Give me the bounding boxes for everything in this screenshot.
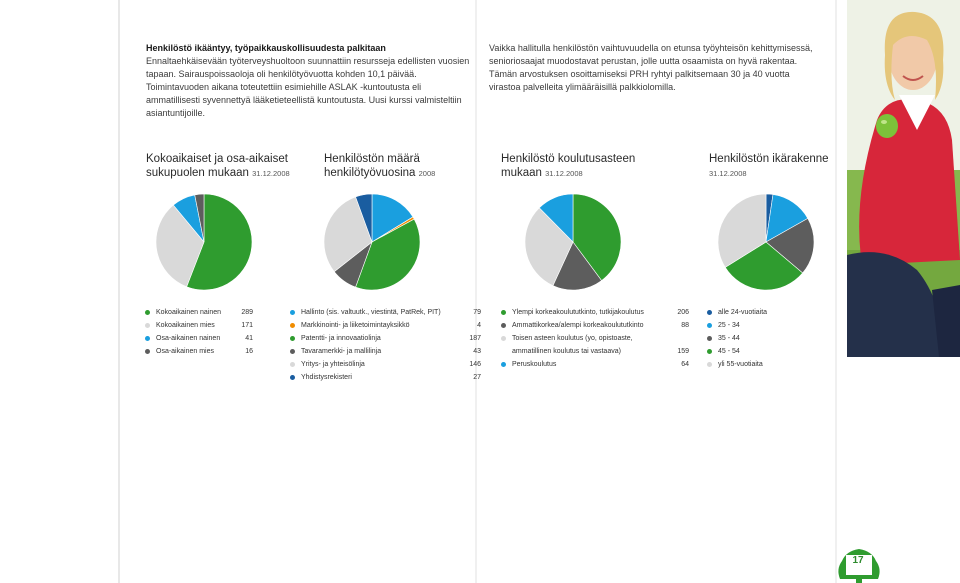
chart-4-legend-label-2: 25 - 34 [718,322,740,329]
chart-1-date: 31.12.2008 [252,169,290,178]
chart-1-title-line-2: sukupuolen mukaan [146,167,249,179]
page-number: 17 [852,555,864,566]
chart-3-title-line-1: Henkilöstö koulutusasteen [501,153,636,165]
chart-3-legend-swatch-3 [501,336,506,341]
chart-1-legend-value-3: 41 [245,335,253,342]
chart-4-legend-swatch-3 [707,336,712,341]
chart-2-legend-label-4: Tavaramerkki- ja mallilinja [301,348,382,355]
chart-4-legend-item-4 [707,345,817,358]
chart-2-legend-value-3: 187 [469,335,481,342]
chart-4-legend-swatch-4 [707,349,712,354]
chart-3-legend-swatch-2 [501,323,506,328]
chart-3-legend-item-3 [501,332,689,345]
chart-4-legend-label-5: yli 55-vuotiaita [718,361,763,368]
chart-1-legend-label-4: Osa-aikainen mies [156,348,214,355]
chart-2-legend-label-3: Patentti- ja innovaatiolinja [301,335,381,342]
chart-2-legend-item-6 [290,371,481,384]
chart-2-legend-value-5: 146 [469,361,481,368]
chart-4-legend-label-3: 35 - 44 [718,335,740,342]
left-text-block [146,42,472,120]
chart-1-legend-value-2: 171 [241,322,253,329]
chart-4-legend-label-1: alle 24-vuotiaita [718,309,768,316]
chart-2-title-line-1: Henkilöstön määrä [324,153,420,165]
chart-1-legend-label-2: Kokoaikainen mies [156,322,215,329]
chart-1-title-line-1: Kokoaikaiset ja osa-aikaiset [146,153,288,165]
chart-4-legend-swatch-2 [707,323,712,328]
chart-2-legend-swatch-2 [290,323,295,328]
chart-3-legend-label-1: Ylempi korkeakoulututkinto, tutkijakoulutus [512,309,644,316]
chart-4-legend-swatch-1 [707,310,712,315]
chart-1-legend-swatch-2 [145,323,150,328]
chart-1-legend-swatch-1 [145,310,150,315]
chart-2-legend-label-5: Yritys- ja yhteisölinja [301,361,365,368]
chart-3-legend-value-3: 159 [677,348,689,355]
chart-3-title [501,152,635,181]
chart-3-legend-item-4 [501,358,689,371]
chart-2-legend-value-2: 4 [477,322,481,329]
pie-chart-1 [154,192,254,292]
chart-2-legend-value-4: 43 [473,348,481,355]
chart-1-legend-item-1 [145,306,253,319]
right-text-block [489,42,815,94]
left-body-text: Ennaltaehkäisevään työterveyshuoltoon suunnattiin resursseja edellisten vuosien tapaan. Sairauspoissaoloja oli henkilötyövuotta kohden 10,1 päivää. Toimintavuoden aikana toteutettiin esimiehille ASLAK -kuntoutusta eli ammatillisesti syvennettyä lääketieteellistä kuntoutusta. Uusi kurssi valmisteltiin asiantuntijoille. [146,56,470,118]
legend-chart-3 [501,306,689,371]
chart-1-legend-item-2 [145,319,253,332]
chart-4-legend-item-1 [707,306,817,319]
right-body-text: Vaikka hallitulla henkilöstön vaihtuvuudella on etunsa työyhteisön kehittymisessä, senioriosaajat muodostavat perustan, jolle uutta osaamista on hyvä rakentaa. Tämän arvostuksen osoittamiseksi PRH ryhtyi palkitsemaan 30 ja 40 vuotta virastoa palvelleita ylimääräisillä palkkiolomilla. [489,43,813,92]
chart-4-title [709,152,829,181]
chart-3-legend-label-2: Ammattikorkea/alempi korkeakoulututkinto [512,322,644,329]
legend-chart-2 [290,306,481,384]
chart-2-legend-label-6: Yhdistysrekisteri [301,374,352,381]
chart-1-legend-value-4: 16 [245,348,253,355]
chart-3-legend-swatch-1 [501,310,506,315]
chart-3-legend-item-2 [501,319,689,332]
chart-3-legend-label-3: ammatillinen koulutus tai vastaava) [512,348,621,355]
chart-2-legend-item-3 [290,332,481,345]
chart-1-legend-label-3: Osa-aikainen nainen [156,335,221,342]
chart-1-legend-label-1: Kokoaikainen nainen [156,309,221,316]
chart-2-title-line-2: henkilötyövuosina [324,167,416,179]
chart-2-legend-value-1: 79 [473,309,481,316]
chart-4-legend-item-2 [707,319,817,332]
chart-2-date: 2008 [418,169,436,178]
chart-2-legend-swatch-4 [290,349,295,354]
chart-3-legend-swatch-4 [501,362,506,367]
chart-3-legend-value-4: 64 [681,361,689,368]
chart-3-legend-item-1 [501,306,689,319]
chart-1-legend-item-4 [145,345,253,358]
section-heading: Henkilöstö ikääntyy, työpaikkauskollisuudesta palkitaan [146,43,386,53]
chart-1-title [146,152,290,181]
chart-3-date: 31.12.2008 [545,169,583,178]
chart-2-legend-item-5 [290,358,481,371]
chart-3-legend-value-1: 206 [677,309,689,316]
pie-chart-4 [716,192,816,292]
chart-4-date: 31.12.2008 [709,169,747,178]
chart-1-legend-swatch-4 [145,349,150,354]
chart-3-legend-value-2: 88 [681,322,689,329]
chart-2-legend-swatch-6 [290,375,295,380]
chart-2-legend-item-2 [290,319,481,332]
legend-chart-4 [707,306,817,371]
chart-2-legend-swatch-1 [290,310,295,315]
chart-1-legend-swatch-3 [145,336,150,341]
woman-holding-apple-photo [847,0,960,357]
chart-4-legend-swatch-5 [707,362,712,367]
chart-3-legend-label-3: Toisen asteen koulutus (yo, opistoaste, [512,335,633,342]
chart-4-legend-item-5 [707,358,817,371]
chart-4-legend-label-4: 45 - 54 [718,348,740,355]
chart-2-legend-value-6: 27 [473,374,481,381]
chart-1-legend-item-3 [145,332,253,345]
chart-3-legend-label-4: Peruskoulutus [512,361,557,368]
chart-2-title [324,152,435,181]
pie-chart-2 [322,192,422,292]
chart-2-legend-item-4 [290,345,481,358]
chart-4-legend-item-3 [707,332,817,345]
chart-1-legend-value-1: 289 [241,309,253,316]
legend-chart-1 [145,306,253,358]
chart-3-legend-item-3 [501,345,689,358]
chart-2-legend-swatch-3 [290,336,295,341]
chart-2-legend-label-2: Markkinointi- ja liiketoimintayksikkö [301,322,410,329]
chart-2-legend-label-1: Hallinto (sis. valtuutk., viestintä, PatRek, PIT) [301,309,441,316]
chart-2-legend-item-1 [290,306,481,319]
chart-2-legend-swatch-5 [290,362,295,367]
chart-3-title-line-2: mukaan [501,167,542,179]
pie-chart-3 [523,192,623,292]
chart-4-title-line-1: Henkilöstön ikärakenne [709,153,829,165]
